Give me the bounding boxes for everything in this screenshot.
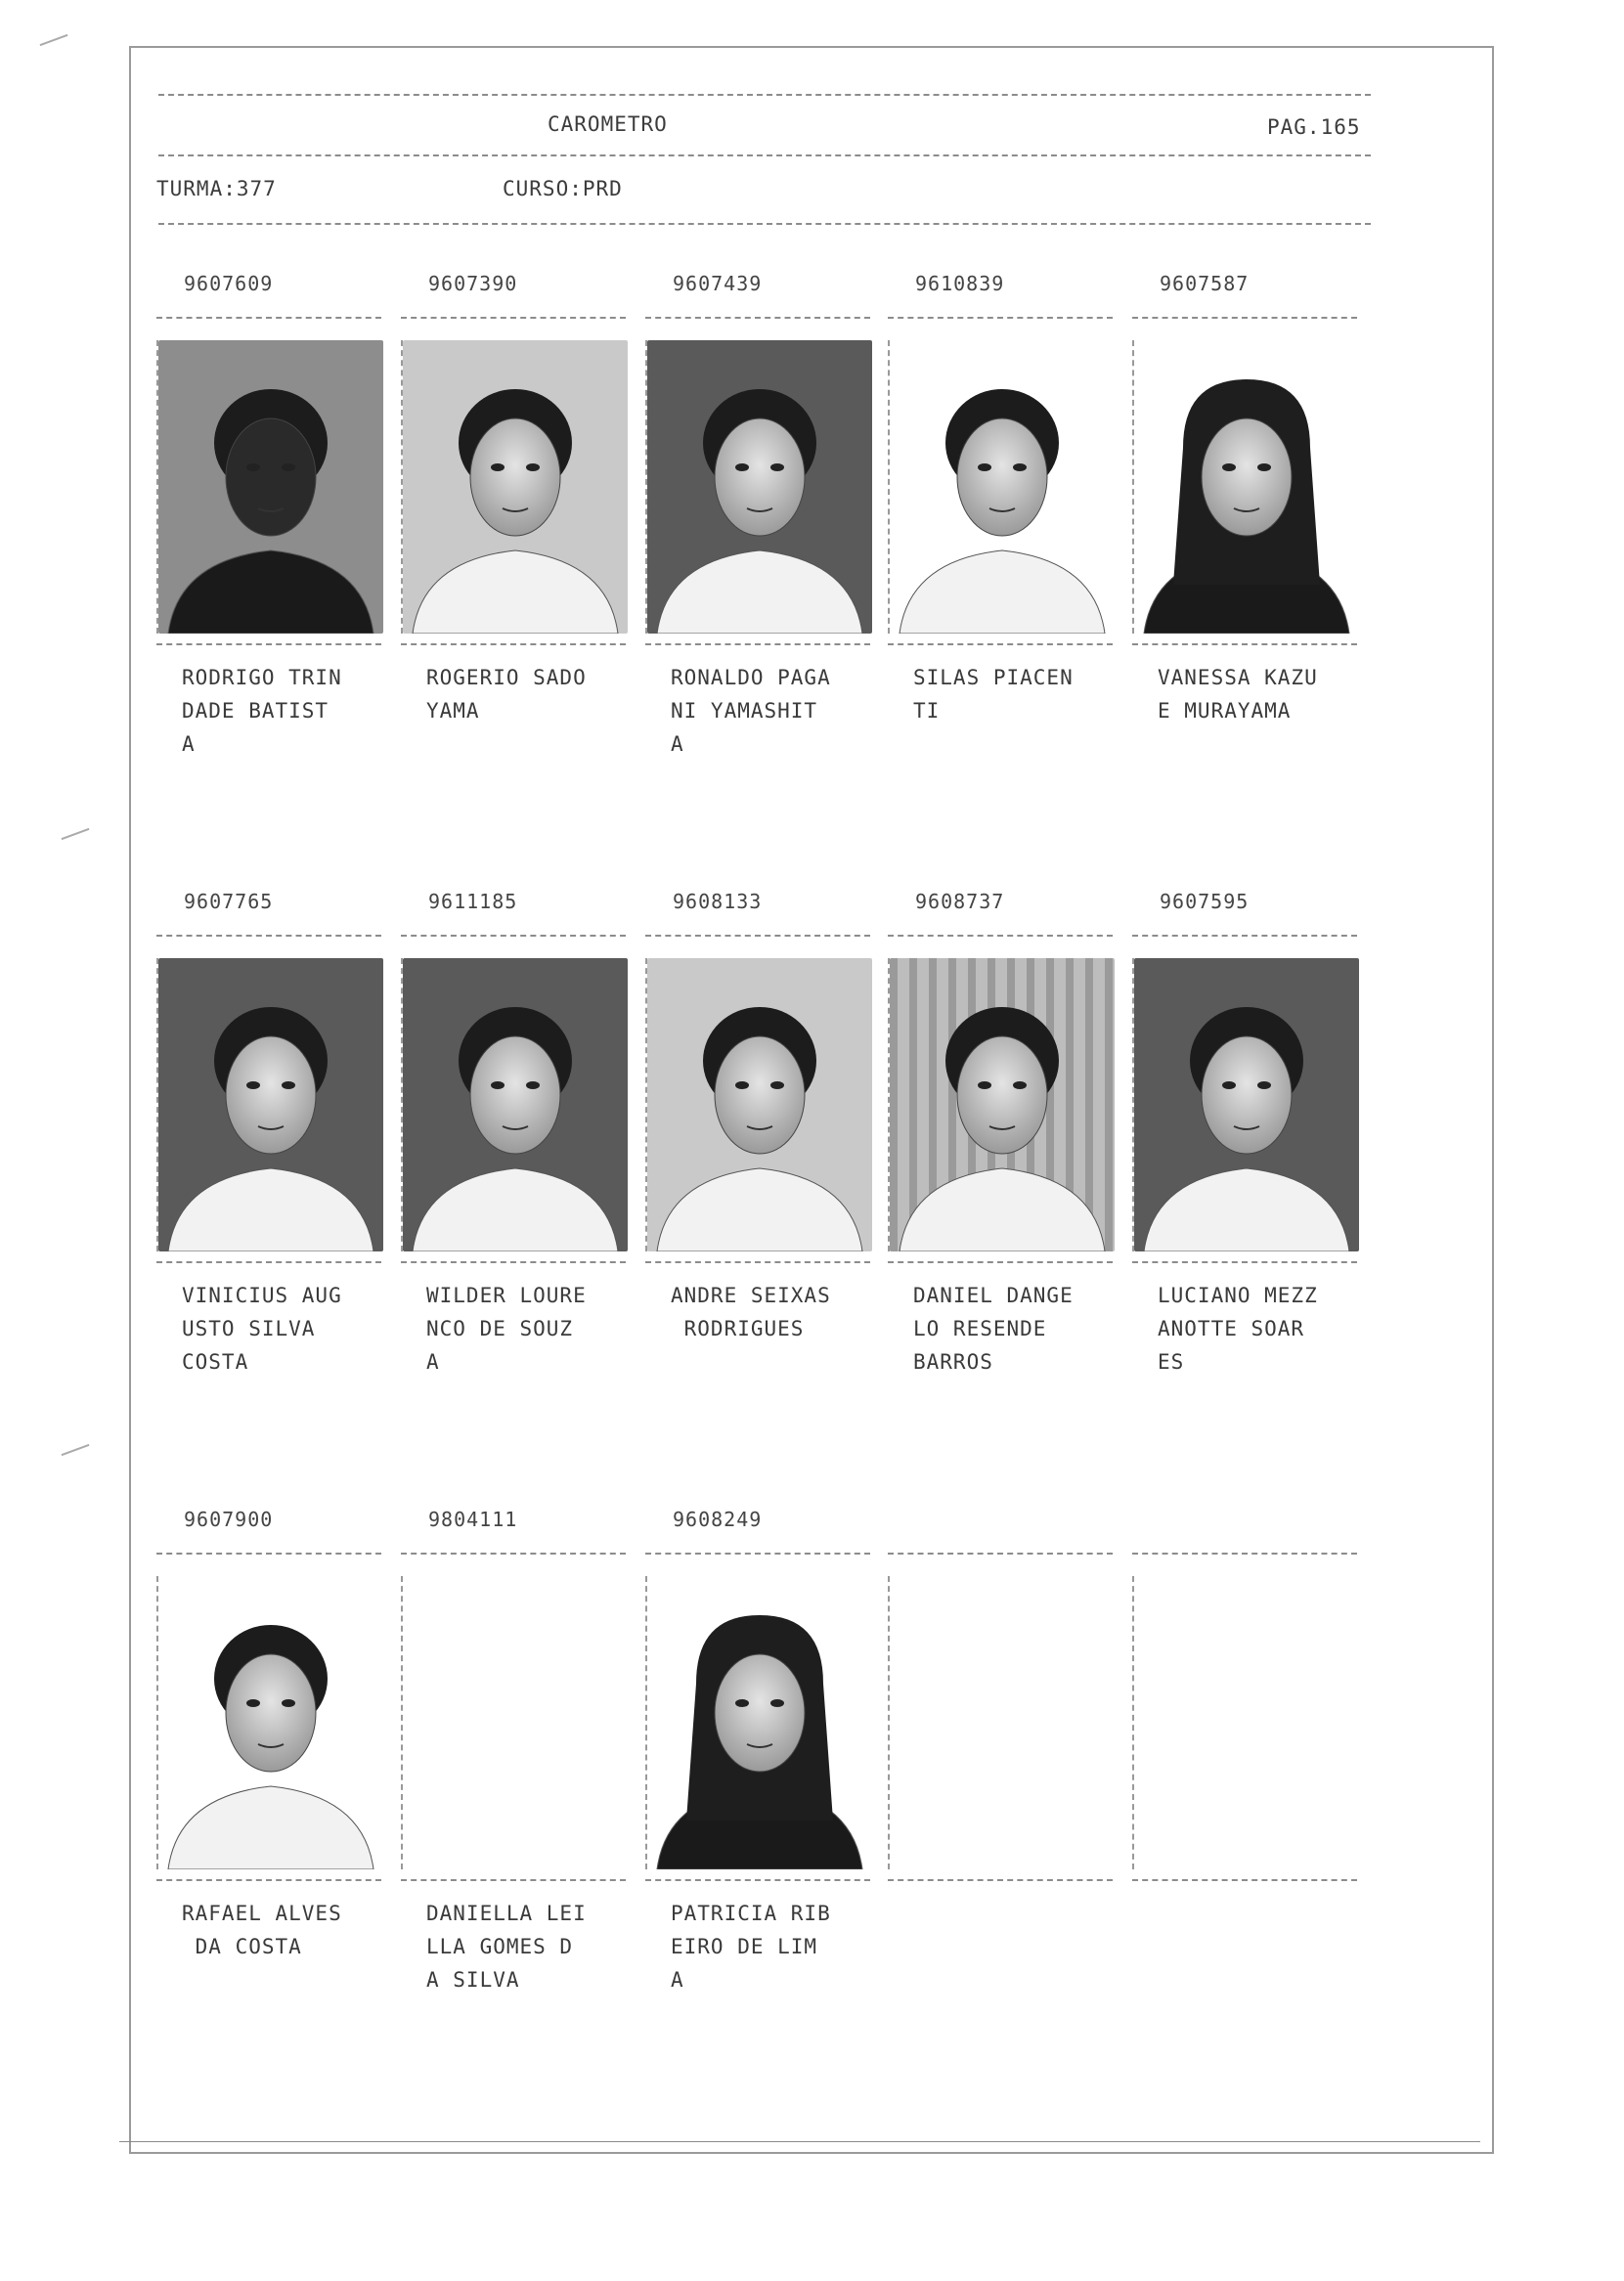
page-bottom-line	[119, 2141, 1480, 2146]
student-name-line: YAMA	[426, 699, 480, 723]
cell-top-rule	[401, 935, 626, 937]
cell-top-rule	[888, 935, 1113, 937]
cell-bottom-rule	[888, 643, 1113, 645]
student-name-line: A SILVA	[426, 1968, 520, 1992]
student-id: 9608249	[673, 1508, 763, 1531]
student-name-line: BARROS	[913, 1350, 993, 1374]
student-id: 9608133	[673, 890, 763, 913]
student-name-line: TI	[913, 699, 941, 723]
page-number: PAG.165	[1267, 115, 1361, 139]
cell-bottom-rule	[888, 1879, 1113, 1881]
student-id: 9607900	[184, 1508, 274, 1531]
student-name-line: DANIELLA LEI	[426, 1902, 587, 1925]
cell-bottom-rule	[156, 1261, 381, 1263]
header-rule	[158, 223, 1371, 225]
cell-bottom-rule	[401, 643, 626, 645]
student-name	[671, 1897, 831, 1996]
student-photo	[890, 958, 1115, 1251]
punch-hole-mark	[62, 1444, 90, 1456]
cell-bottom-rule	[156, 643, 381, 645]
cell-top-rule	[1132, 317, 1357, 319]
cell-top-rule	[888, 1553, 1113, 1555]
student-photo	[647, 958, 872, 1251]
header-rule	[158, 154, 1371, 156]
student-name-line: ROGERIO SADO	[426, 666, 587, 689]
header-rule	[158, 94, 1371, 96]
cell-top-rule	[645, 317, 870, 319]
cell-bottom-rule	[1132, 643, 1357, 645]
turma-label: TURMA:377	[156, 177, 277, 200]
student-name-line: NCO DE SOUZ	[426, 1317, 574, 1340]
student-name-line: A	[671, 732, 684, 756]
student-name-line: RODRIGO TRIN	[182, 666, 342, 689]
student-id: 9607587	[1160, 272, 1250, 295]
student-photo	[647, 340, 872, 634]
student-name-line: DADE BATIST	[182, 699, 329, 723]
student-photo	[403, 958, 628, 1251]
student-name-line: COSTA	[182, 1350, 249, 1374]
student-name-line: DA COSTA	[182, 1935, 302, 1958]
student-name-line: A	[671, 1968, 684, 1992]
student-name-line: ES	[1158, 1350, 1185, 1374]
page-title: CAROMETRO	[548, 112, 668, 136]
student-name-line: SILAS PIACEN	[913, 666, 1074, 689]
cell-top-rule	[1132, 1553, 1357, 1555]
student-name-line: RODRIGUES	[671, 1317, 805, 1340]
student-name-line: LLA GOMES D	[426, 1935, 574, 1958]
student-name-line: A	[182, 732, 196, 756]
student-name-line: RONALDO PAGA	[671, 666, 831, 689]
student-name-line: LUCIANO MEZZ	[1158, 1284, 1318, 1307]
cell-bottom-rule	[1132, 1261, 1357, 1263]
student-id: 9607439	[673, 272, 763, 295]
student-id: 9607390	[428, 272, 518, 295]
student-name	[671, 661, 831, 761]
student-id: 9608737	[915, 890, 1005, 913]
student-photo	[158, 1576, 383, 1869]
cell-top-rule	[1132, 935, 1357, 937]
student-photo	[1134, 958, 1359, 1251]
cell-top-rule	[645, 1553, 870, 1555]
cell-top-rule	[401, 317, 626, 319]
student-name-line: USTO SILVA	[182, 1317, 316, 1340]
student-name-line: WILDER LOURE	[426, 1284, 587, 1307]
student-id: 9804111	[428, 1508, 518, 1531]
student-photo	[403, 340, 628, 634]
student-photo	[1134, 340, 1359, 634]
student-name-line: ANOTTE SOAR	[1158, 1317, 1305, 1340]
cell-bottom-rule	[645, 1879, 870, 1881]
curso-label: CURSO:PRD	[503, 177, 623, 200]
cell-left-rule	[888, 1576, 890, 1869]
cell-bottom-rule	[645, 643, 870, 645]
student-name-line: EIRO DE LIM	[671, 1935, 818, 1958]
student-name	[426, 1897, 587, 1996]
student-name	[671, 1279, 831, 1345]
student-photo	[158, 958, 383, 1251]
student-name	[1158, 661, 1318, 727]
student-photo	[158, 340, 383, 634]
student-name	[913, 1279, 1074, 1379]
student-name	[1158, 1279, 1318, 1379]
student-photo	[647, 1576, 872, 1869]
student-id: 9607609	[184, 272, 274, 295]
student-name-line: VINICIUS AUG	[182, 1284, 342, 1307]
cell-top-rule	[645, 935, 870, 937]
cell-top-rule	[888, 317, 1113, 319]
cell-bottom-rule	[645, 1261, 870, 1263]
student-name-line: A	[426, 1350, 440, 1374]
punch-hole-mark	[62, 828, 90, 840]
cell-top-rule	[401, 1553, 626, 1555]
student-name	[913, 661, 1074, 727]
student-name	[182, 1279, 342, 1379]
student-name	[182, 1897, 342, 1963]
cell-left-rule	[1132, 1576, 1134, 1869]
student-name-line: ANDRE SEIXAS	[671, 1284, 831, 1307]
student-name	[182, 661, 342, 761]
cell-bottom-rule	[888, 1261, 1113, 1263]
student-name-line: VANESSA KAZU	[1158, 666, 1318, 689]
student-name-line: DANIEL DANGE	[913, 1284, 1074, 1307]
cell-bottom-rule	[1132, 1879, 1357, 1881]
cell-top-rule	[156, 935, 381, 937]
student-name-line: E MURAYAMA	[1158, 699, 1292, 723]
student-name-line: PATRICIA RIB	[671, 1902, 831, 1925]
student-id: 9607595	[1160, 890, 1250, 913]
student-photo	[890, 340, 1115, 634]
student-name-line: NI YAMASHIT	[671, 699, 818, 723]
student-id: 9611185	[428, 890, 518, 913]
student-id: 9607765	[184, 890, 274, 913]
cell-bottom-rule	[156, 1879, 381, 1881]
student-name-line: RAFAEL ALVES	[182, 1902, 342, 1925]
student-name-line: LO RESENDE	[913, 1317, 1047, 1340]
student-name	[426, 1279, 587, 1379]
cell-top-rule	[156, 317, 381, 319]
student-name	[426, 661, 587, 727]
cell-top-rule	[156, 1553, 381, 1555]
scan-mark	[40, 34, 68, 46]
cell-left-rule	[401, 1576, 403, 1869]
cell-bottom-rule	[401, 1879, 626, 1881]
student-id: 9610839	[915, 272, 1005, 295]
cell-bottom-rule	[401, 1261, 626, 1263]
